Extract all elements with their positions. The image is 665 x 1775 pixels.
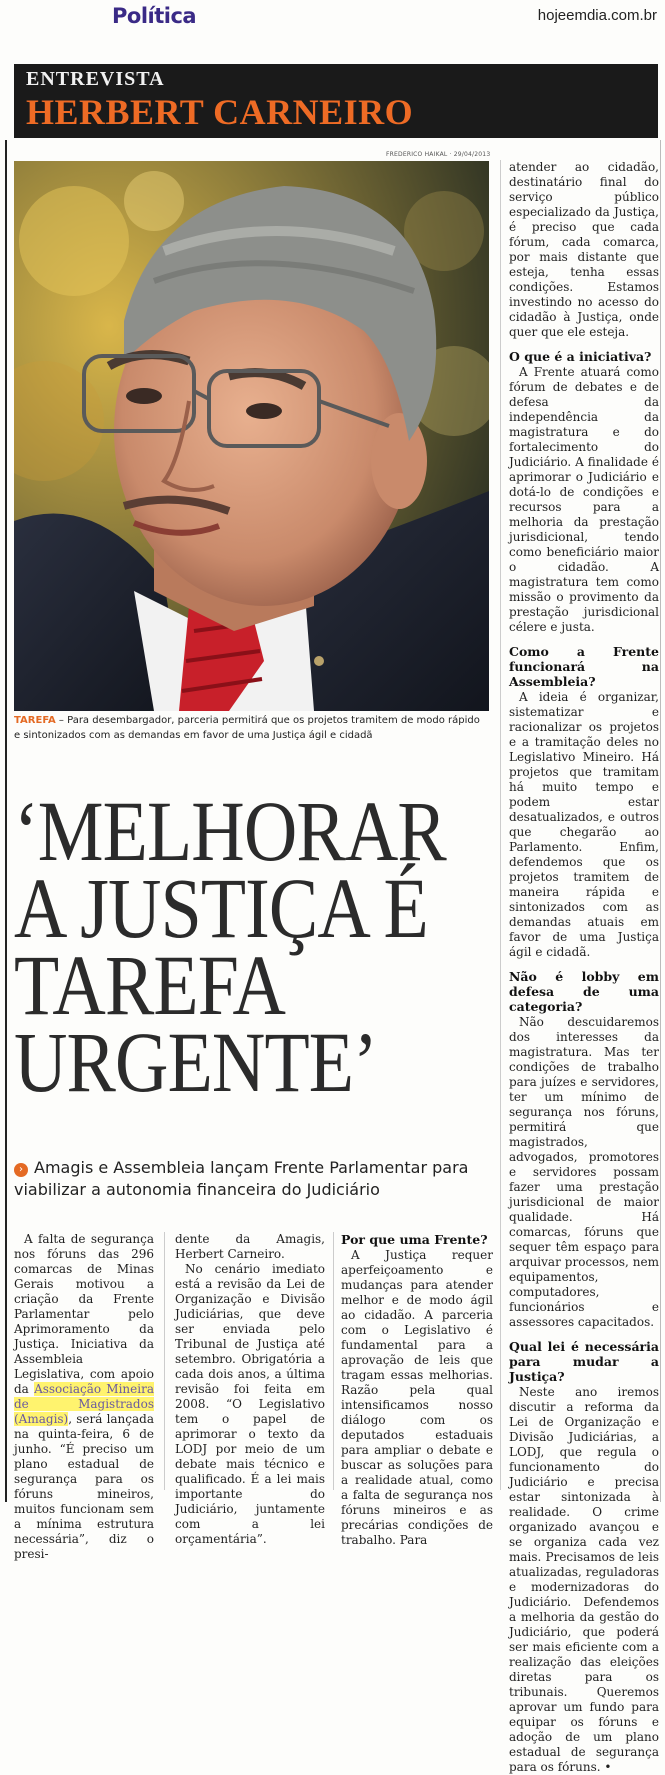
interview-answer: Neste ano iremos discutir a reforma da Lei de Organização e Divisão Judiciárias, a LODJ, que regula o funcionamento do Judiciário e precisa estar sintonizada à realidade. O crime organizado avançou e se organiza cada vez mais. Precisamos de leis atualizadas, reguladoras e modernizadoras do Judiciário. Defendemos a melhoria da gestão do Judiciário, que poderá ser mais eficiente com a realização das eleições diretas para os tribunais. Queremos aprovar um fundo para equipar os fóruns e adoção de um plano estadual de segurança para os fóruns. •: [509, 1385, 659, 1774]
caption-tag: TAREFA: [14, 715, 56, 726]
left-rule: [5, 140, 7, 1502]
article-column-2: [175, 1232, 325, 1547]
headline-line-3: TAREFA: [14, 937, 286, 1033]
right-rule: [660, 140, 661, 1502]
banner-kicker: ENTREVISTA: [26, 68, 165, 90]
interview-banner: [14, 64, 658, 138]
body-paragraph: [14, 1232, 154, 1562]
article-column-right: [509, 160, 659, 1775]
chevron-right-icon: ›: [14, 1163, 28, 1177]
deck: [14, 1157, 489, 1201]
body-text: , será lançada na quinta-feira, 6 de junho. “É preciso um plano estadual de segurança para os fóruns mineiros, muitos funcionam sem a mínima estrutura necessária”, diz o presi-: [14, 1412, 154, 1561]
headline-line-1: ‘MELHORAR: [14, 783, 446, 879]
body-text: A falta de segurança nos fóruns das 296 comarcas de Minas Gerais motivou a criação da Frente Parlamentar pelo Aprimoramento da Justiça. Iniciativa da Assembleia Legislativa, com apoio da: [14, 1232, 154, 1396]
portrait-illustration: [14, 161, 489, 711]
photo-credit: FREDERICO HAIKAL · 29/04/2013: [386, 151, 491, 158]
caption-text: – Para desembargador, parceria permitirá que os projetos tramitem de modo rápido e sintonizados com as demandas em favor de uma Justiça ágil e cidadã: [14, 715, 480, 741]
highlighted-text: Associação Mineira de Magistrados (Amagis): [14, 1382, 154, 1426]
site-url[interactable]: hojeemdia.com.br: [537, 7, 657, 24]
body-paragraph: No cenário imediato está a revisão da Lei de Organização e Divisão Judiciárias, que deve ser enviada pelo Tribunal de Justiça até setembro. Obrigatória a cada dois anos, a última revisão foi feita em 2008. “O Legislativo tem o papel de aprimorar o texto da LODJ por meio de um debate mais técnico e qualificado. É a lei mais importante do Judiciário, juntamente com a lei orçamentária”.: [175, 1262, 325, 1546]
interviewee-photo: [14, 161, 489, 711]
body-paragraph: dente da Amagis, Herbert Carneiro.: [175, 1232, 325, 1261]
headline-line-2: A JUSTIÇA É: [14, 860, 428, 956]
headline-line-4: URGENTE’: [14, 1014, 377, 1110]
column-divider: [500, 160, 501, 1490]
photo-caption: [14, 713, 489, 743]
deck-text: Amagis e Assembleia lançam Frente Parlamentar para viabilizar a autonomia financeira do Judiciário: [14, 1158, 469, 1199]
interview-answer: A Justiça requer aperfeiçoamento e mudanças para atender melhor e de modo ágil ao cidadão. A parceria com o Legislativo é fundamental para a aprovação de leis que tragam essas melhorias. Razão pela qual intensificamos nosso diálogo com os deputados estaduais para ampliar o debate e buscar as soluções para a realidade atual, como a falta de segurança nos fóruns mineiros e as precárias condições de trabalho. Para: [341, 1248, 493, 1547]
interview-answer: A ideia é organizar, sistematizar e racionalizar os projetos e a tramitação deles no Legislativo Mineiro. Há projetos que tramitam há muito tempo e podem estar desatualizados, e outros que chegarão ao Parlamento. Enfim, defendemos que os projetos tramitem de maneira rápida e sintonizados com as demandas atuais em favor de uma Justiça ágil e cidadã.: [509, 690, 659, 959]
interview-question: O que é a iniciativa?: [509, 349, 652, 364]
column-divider: [164, 1232, 165, 1490]
column-divider: [333, 1232, 334, 1490]
interview-question: Por que uma Frente?: [341, 1232, 488, 1247]
interview-answer: A Frente atuará como fórum de debates e de defesa da independência da magistratura e do fortalecimento do Judiciário. A finalidade é aprimorar o Judiciário e dotá-lo de condições e recursos para a melhoria da prestação jurisdicional, tendo como beneficiário maior o cidadão. A magistratura tem como missão o provimento da prestação jurisdicional célere e justa.: [509, 365, 659, 634]
interview-question: Qual lei é necessária para mudar a Justiça?: [509, 1339, 659, 1384]
interviewee-name: HERBERT CARNEIRO: [26, 92, 414, 132]
interview-answer: Não descuidaremos dos interesses da magistratura. Mas ter condições de trabalho para juízes e servidores, ter um mínimo de segurança nos fóruns, permitirá que magistrados, advogados, promotores e servidores possam fazer uma prestação jurisdicional de maior qualidade. Há comarcas, fóruns que sequer têm espaço para arquivar processos, nem equipamentos, computadores, funcionários e assessores capacitados.: [509, 1015, 659, 1329]
article-column-1: [14, 1232, 154, 1562]
interview-question: Não é lobby em defesa de uma categoria?: [509, 969, 659, 1014]
interview-question: Como a Frente funcionará na Assembleia?: [509, 644, 659, 689]
interview-answer: atender ao cidadão, destinatário final do serviço público especializado da Justiça, é preciso que cada fórum, cada comarca, por mais distante que esteja, tenha essas condições. Estamos investindo no acesso do cidadão à Justiça, onde quer que ele esteja.: [509, 160, 659, 339]
section-title: Política: [112, 4, 197, 28]
headline: [14, 783, 446, 1110]
article-column-3: [341, 1232, 493, 1548]
